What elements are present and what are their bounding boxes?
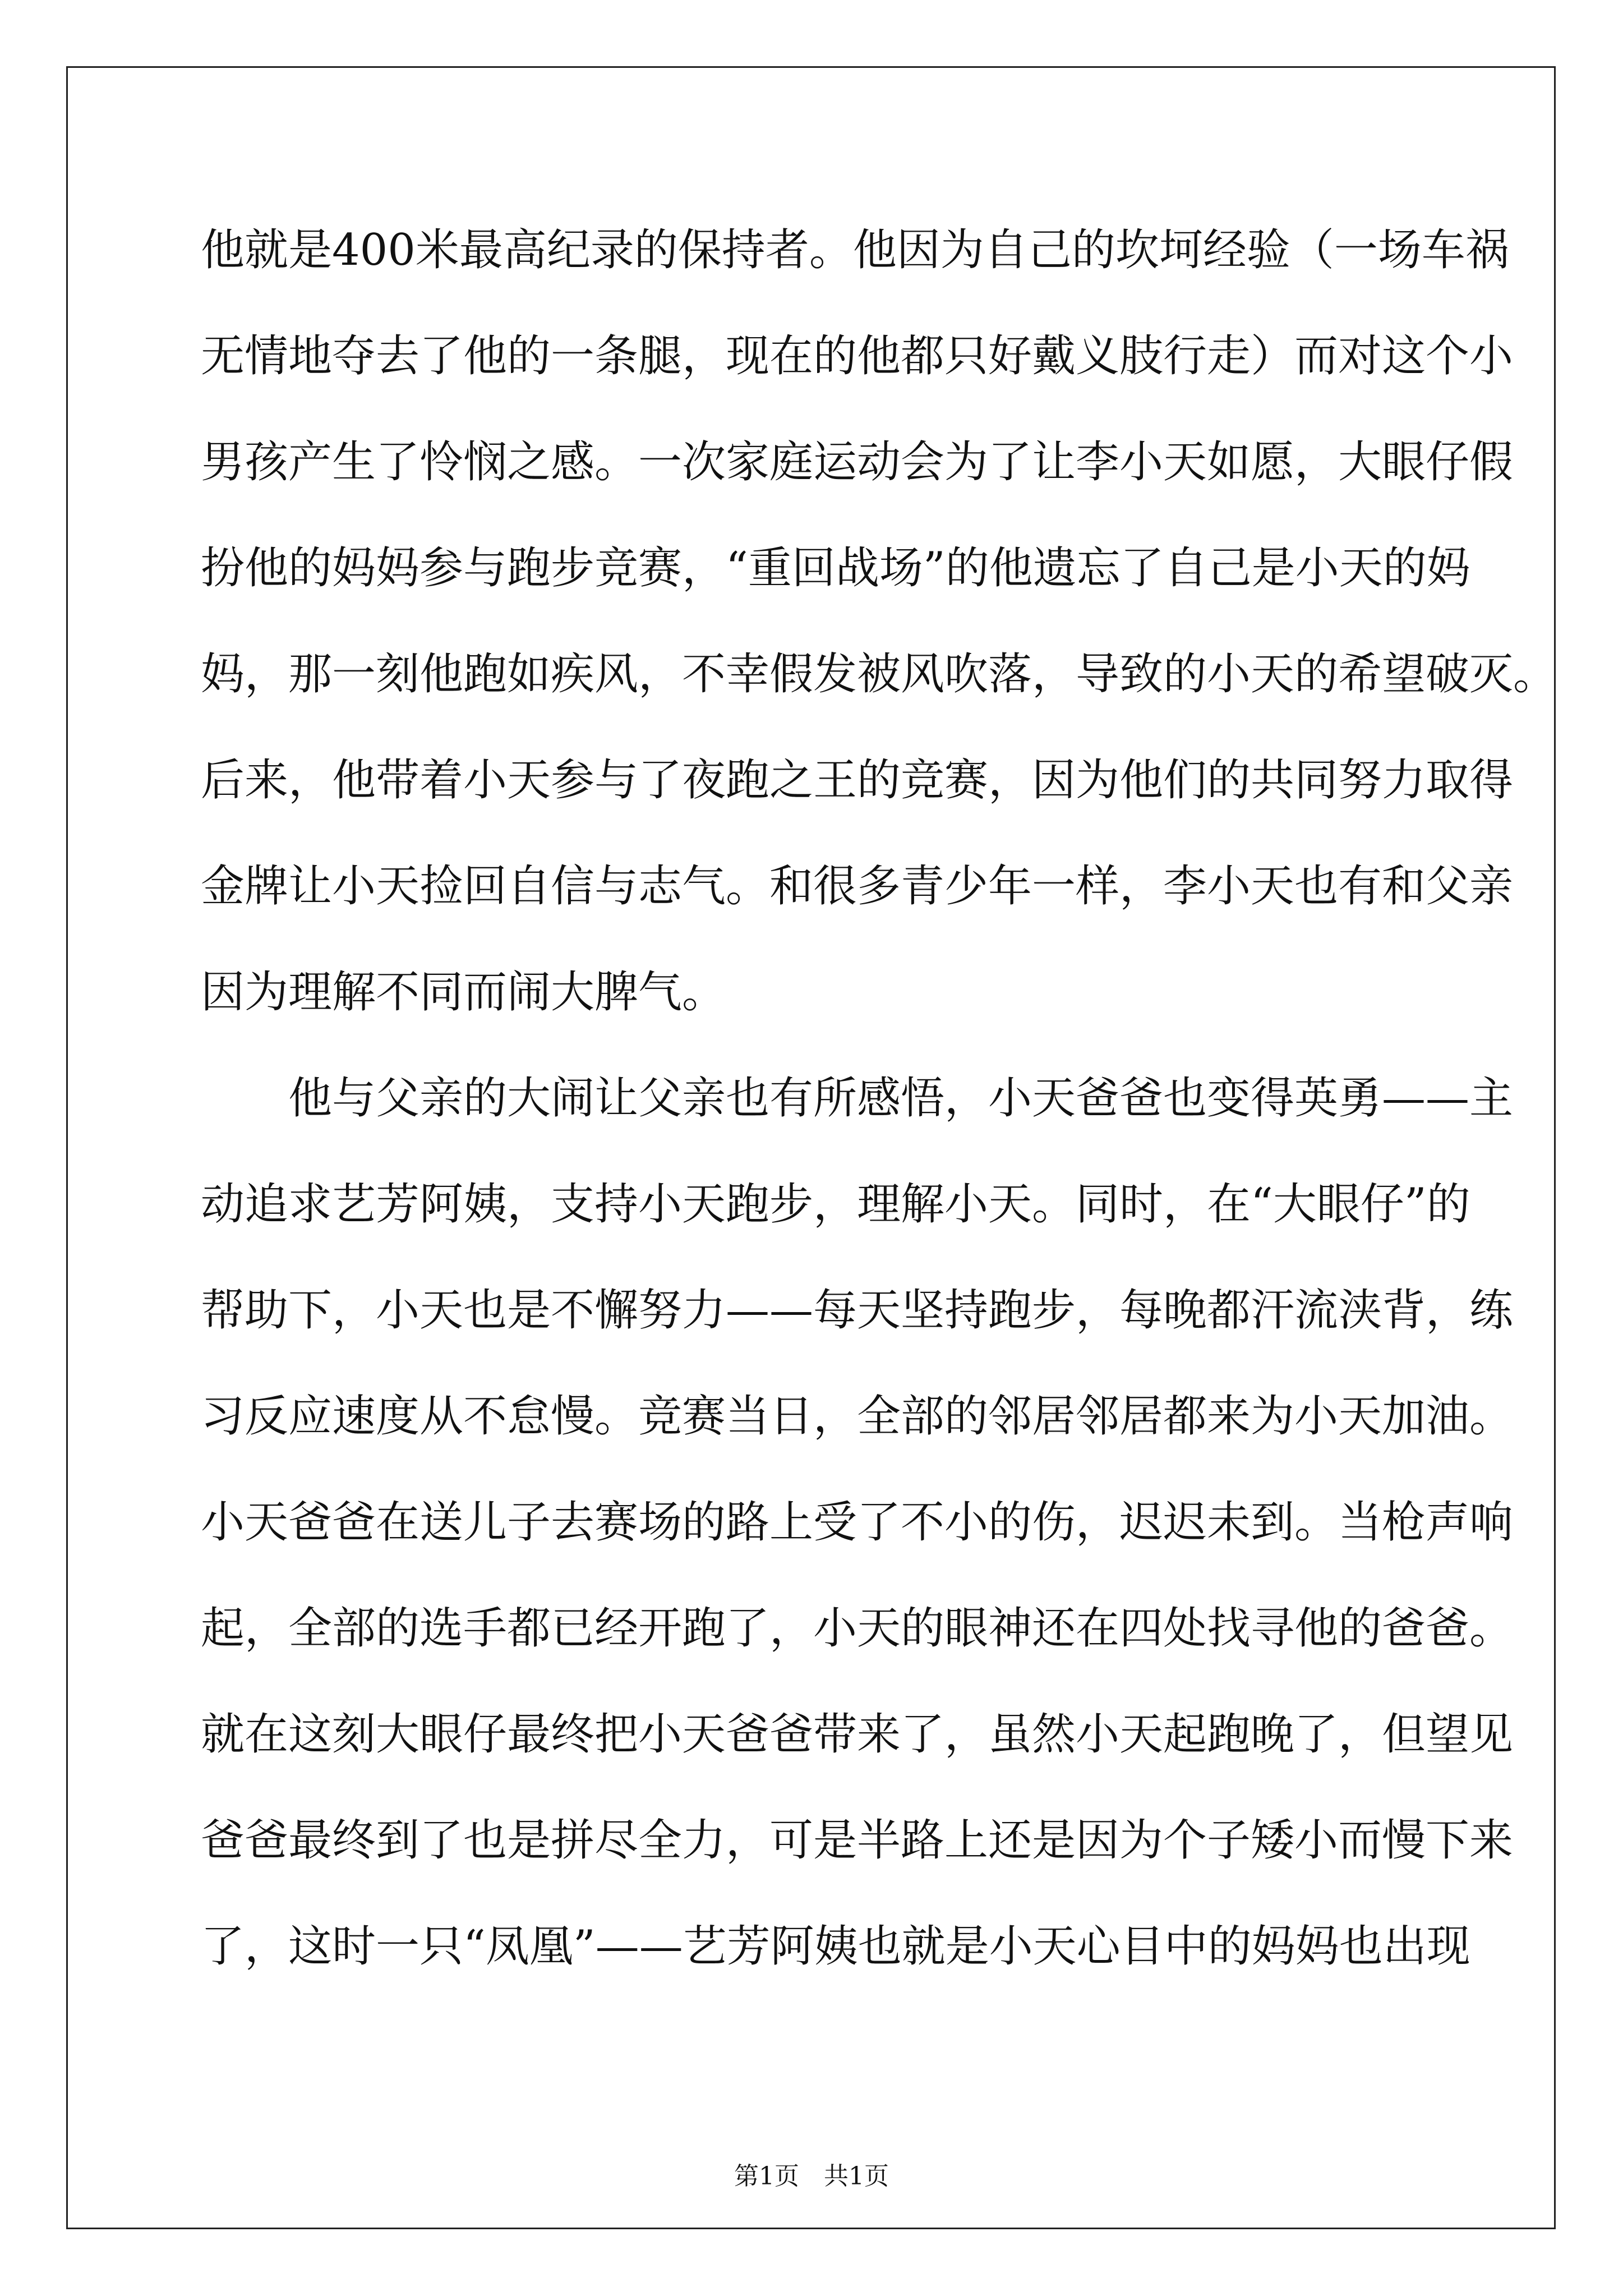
text-line: 小天爸爸在送儿子去赛场的路上受了不小的伤，迟迟未到。当枪声响	[201, 1497, 1514, 1548]
text-line: 因为理解不同而闹大脾气。	[201, 967, 726, 1018]
text-line: 爸爸最终到了也是拼尽全力，可是半路上还是因为个子矮小而慢下来	[201, 1815, 1514, 1866]
text-line: 后来，他带着小天参与了夜跑之王的竞赛，因为他们的共同努力取得	[201, 755, 1514, 806]
text-line: 习反应速度从不怠慢。竞赛当日，全部的邻居邻居都来为小天加油。	[201, 1391, 1514, 1442]
page-footer	[0, 2161, 1623, 2192]
text-line: 他就是400米最高纪录的保持者。他因为自己的坎坷经验（一场车祸	[201, 225, 1509, 275]
text-line: 金牌让小天捡回自信与志气。和很多青少年一样，李小天也有和父亲	[201, 861, 1514, 912]
text-line: 男孩产生了怜悯之感。一次家庭运动会为了让李小天如愿，大眼仔假	[201, 437, 1514, 487]
text-line: 他与父亲的大闹让父亲也有所感悟，小天爸爸也变得英勇——主	[201, 1073, 1514, 1124]
text-line: 扮他的妈妈参与跑步竞赛，“重回战场”的他遗忘了自己是小天的妈	[201, 543, 1470, 593]
text-line: 无情地夺去了他的一条腿，现在的他都只好戴义肢行走）而对这个小	[201, 331, 1514, 381]
page-border	[66, 66, 1556, 2229]
text-line: 起，全部的选手都已经开跑了，小天的眼神还在四处找寻他的爸爸。	[201, 1603, 1514, 1654]
text-line: 动追求艺芳阿姨，支持小天跑步，理解小天。同时，在“大眼仔”的	[201, 1179, 1470, 1230]
text-line: 了，这时一只“凤凰”——艺芳阿姨也就是小天心目中的妈妈也出现	[201, 1921, 1470, 1972]
text-line: 就在这刻大眼仔最终把小天爸爸带来了，虽然小天起跑晚了，但望见	[201, 1709, 1514, 1760]
text-line: 妈，那一刻他跑如疾风，不幸假发被风吹落，导致的小天的希望破灭。	[201, 649, 1557, 700]
page-number-label: 第1页 共1页	[734, 2162, 889, 2191]
text-line: 帮助下，小天也是不懈努力——每天坚持跑步，每晚都汗流浃背，练	[201, 1285, 1514, 1336]
